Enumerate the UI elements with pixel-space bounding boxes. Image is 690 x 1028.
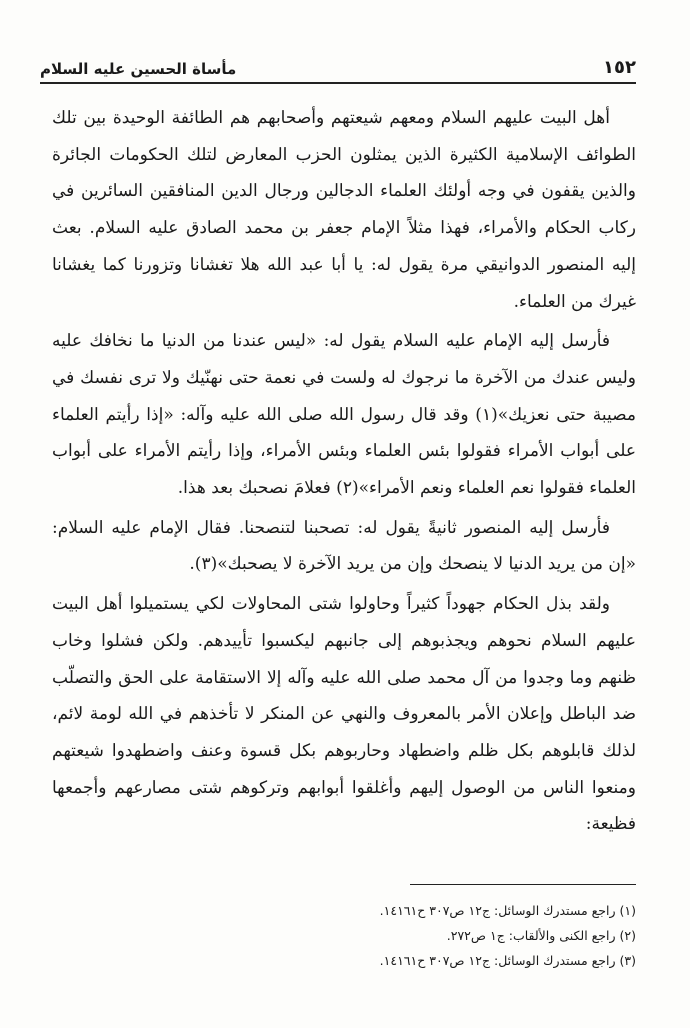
- page-header: [40, 50, 636, 78]
- body-text: [52, 100, 636, 843]
- paragraph-1: أهل البيت عليهم السلام ومعهم شيعتهم وأصحابهم هم الطائفة الوحيدة بين تلك الطوائف الإسلامية الكثيرة الذين يمثلون الحزب المعارض لتلك الحكومات الجائرة والذين يقفون في وجه أولئك العلماء الدجالين ورجال الدين المنافقين السائرين في ركاب الحكام والأمراء، فهذا مثلاً الإمام جعفر بن محمد الصادق عليه السلام. بعث إليه المنصور الدوانيقي مرة يقول له: يا أبا عبد الله هلا تغشانا وتزورنا كما يغشانا غيرك من العلماء.: [52, 108, 636, 312]
- paragraph-2: فأرسل إليه الإمام عليه السلام يقول له: «ليس عندنا من الدنيا ما نخافك عليه وليس عندك من الآخرة ما نرجوك له ولست في نعمة حتى نهنّيك ولا ترى نفسك في مصيبة حتى نعزيك»(١) وقد قال رسول الله صلى الله عليه وآله: «إذا رأيتم العلماء على أبواب الأمراء فقولوا بئس العلماء وبئس الأمراء، وإذا رأيتم الأمراء على أبواب العلماء فقولوا نعم العلماء ونعم الأمراء»(٢) فعلامَ نصحبك بعد هذا.: [52, 331, 636, 499]
- page-number: ١٥٢: [603, 57, 636, 78]
- footnote-rule: [410, 884, 636, 885]
- footnote-1: (١) راجع مستدرك الوسائل: ج١٢ ص٣٠٧ ح١٤١٦١.: [379, 903, 636, 918]
- running-title: مأساة الحسين عليه السلام: [40, 60, 237, 78]
- paragraph-4: ولقد بذل الحكام جهوداً كثيراً وحاولوا شتى المحاولات لكي يستميلوا أهل البيت عليهم السلام نحوهم ويجذبوهم إلى جانبهم ليكسبوا تأييدهم. ولكن فشلوا وخاب ظنهم وما وجدوا من آل محمد صلى الله عليه وآله إلا الاستقامة على الحق والتصلّب ضد الباطل وإعلان الأمر بالمعروف والنهي عن المنكر لا تأخذهم في الله لومة لائم، لذلك قابلوهم بكل ظلم واضطهاد وحاربوهم بكل قسوة وعنف واضطهدوا شيعتهم ومنعوا الناس من الوصول إليهم وأغلقوا أبوابهم وتركوهم شتى مصارعهم وأجمعها فظيعة:: [52, 594, 636, 835]
- footnotes: [40, 898, 636, 973]
- header-rule: [40, 82, 636, 84]
- footnote-3: (٣) راجع مستدرك الوسائل: ج١٢ ص٣٠٧ ح١٤١٦١.: [379, 953, 636, 968]
- paragraph-3: فأرسل إليه المنصور ثانيةً يقول له: تصحبنا لتنصحنا. فقال الإمام عليه السلام: «إن من يريد الدنيا لا ينصحك وإن من يريد الآخرة لا يصحبك»(٣).: [52, 517, 636, 575]
- footnote-2: (٢) راجع الكنى والألقاب: ج١ ص٢٧٢.: [446, 928, 636, 943]
